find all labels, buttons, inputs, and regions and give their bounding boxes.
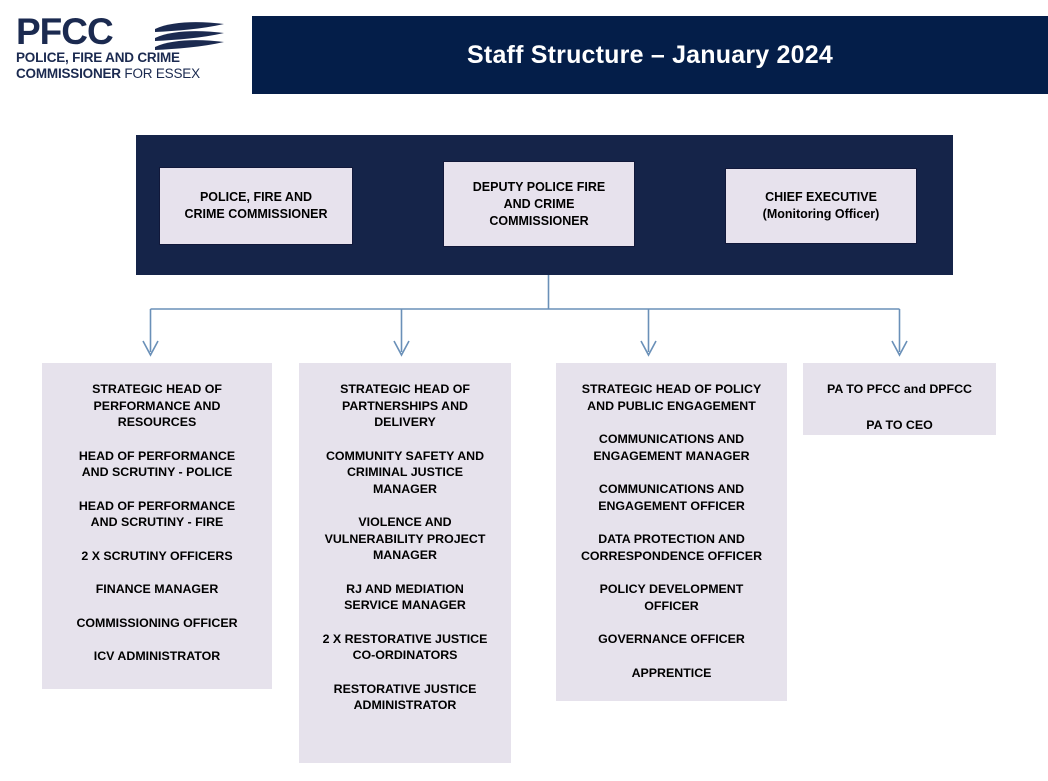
logo-line-2 <box>16 66 238 82</box>
role-item: PA TO PFCC and DPFCC <box>826 382 973 396</box>
role-item: ICV ADMINISTRATOR <box>93 649 221 663</box>
role-item: RJ AND MEDIATION SERVICE MANAGER <box>344 581 466 612</box>
role-item: COMMISSIONING OFFICER <box>76 615 238 630</box>
role-item: GOVERNANCE OFFICER <box>598 632 745 646</box>
org-box-deputy-police-fire-and-crime-commissioner[interactable]: DEPUTY POLICE FIRE AND CRIME COMMISSIONER <box>443 161 635 247</box>
arrowhead-1 <box>143 341 158 355</box>
role-item: VIOLENCE AND VULNERABILITY PROJECT MANAGER <box>324 515 486 562</box>
logo-line-2-light: FOR ESSEX <box>120 65 200 81</box>
logo-wordmark: PFCC <box>16 11 113 52</box>
role-item: STRATEGIC HEAD OF PERFORMANCE AND RESOURCES <box>92 382 222 429</box>
role-item: STRATEGIC HEAD OF PARTNERSHIPS AND DELIVERY <box>340 382 470 429</box>
pfcc-swoosh-icon <box>152 20 228 54</box>
role-item: HEAD OF PERFORMANCE AND SCRUTINY - POLICE <box>78 448 236 479</box>
logo-line-1: POLICE, FIRE AND CRIME <box>16 50 180 65</box>
role-item: DATA PROTECTION AND CORRESPONDENCE OFFICER <box>580 532 763 563</box>
role-item: COMMUNICATIONS AND ENGAGEMENT MANAGER <box>593 432 750 463</box>
logo-line-2-bold: COMMISSIONER <box>16 65 121 81</box>
page-title: Staff Structure – January 2024 <box>467 40 833 69</box>
org-column-policy-and-public-engagement[interactable] <box>556 363 787 701</box>
header-band <box>252 16 1048 94</box>
pfcc-logo <box>16 11 238 86</box>
arrowhead-4 <box>892 341 907 355</box>
role-item: POLICY DEVELOPMENT OFFICER <box>599 582 744 613</box>
role-item: STRATEGIC HEAD OF POLICY AND PUBLIC ENGAGEMENT <box>581 382 762 413</box>
role-item: RESTORATIVE JUSTICE ADMINISTRATOR <box>333 681 477 712</box>
role-item: 2 X SCRUTINY OFFICERS <box>81 548 233 563</box>
org-column-partnerships-and-delivery[interactable] <box>299 363 511 763</box>
arrowhead-3 <box>641 341 656 355</box>
top-tier-container <box>136 135 953 275</box>
arrowhead-2 <box>394 341 409 355</box>
org-box-chief-executive[interactable]: CHIEF EXECUTIVE (Monitoring Officer) <box>725 168 917 244</box>
org-column-personal-assistants[interactable] <box>803 363 996 435</box>
role-item: PA TO CEO <box>866 417 933 432</box>
role-item: COMMUNICATIONS AND ENGAGEMENT OFFICER <box>598 482 745 513</box>
org-column-performance-and-resources[interactable] <box>42 363 272 689</box>
role-item: 2 X RESTORATIVE JUSTICE CO-ORDINATORS <box>322 631 488 662</box>
role-item: COMMUNITY SAFETY AND CRIMINAL JUSTICE MANAGER <box>325 448 485 496</box>
org-box-police-fire-and-crime-commissioner[interactable]: POLICE, FIRE AND CRIME COMMISSIONER <box>159 167 353 245</box>
role-item: FINANCE MANAGER <box>95 582 219 596</box>
role-item: HEAD OF PERFORMANCE AND SCRUTINY - FIRE <box>78 498 236 529</box>
role-item: APPRENTICE <box>631 665 712 680</box>
